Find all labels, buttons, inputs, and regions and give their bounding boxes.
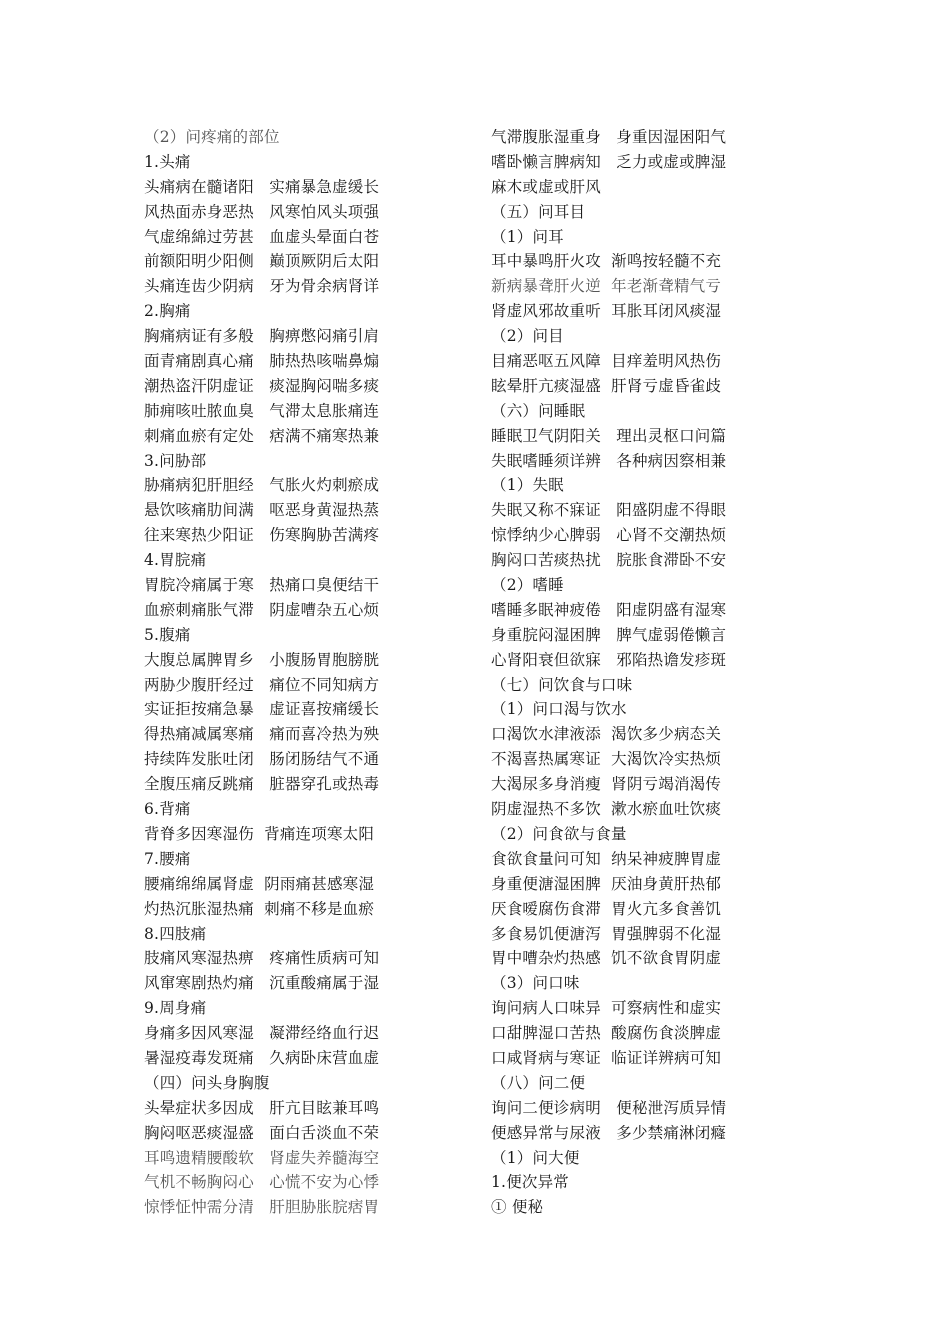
text-line: （1）问口渴与饮水 [491,700,627,719]
text-line: 失眠嗜睡须详辨 各种病因察相兼 [491,451,727,470]
text-line: 7.腰痛 [144,849,191,868]
text-line: 4.胃脘痛 [144,551,207,570]
text-line: 身痛多因风寒湿 凝滞经络血行迟 [144,1024,380,1043]
text-line: （六）问睡眠 [491,401,586,420]
text-line: 嗜卧懒言脾病知 乏力或虚或脾湿 [491,152,727,171]
text-line: （八）问二便 [491,1073,586,1092]
text-line: 麻木或虚或肝风 [491,177,601,196]
text-line: 两胁少腹肝经过 痛位不同知病方 [144,675,380,694]
text-line: 口咸肾病与寒证 临证详辨病可知 [491,1048,722,1067]
text-line: 胸痛病证有多般 胸痹憋闷痛引肩 [144,327,380,346]
text-line: 背脊多因寒湿伤 背痛连项寒太阳 [144,824,375,843]
text-line: 8.四肢痛 [144,924,207,943]
text-line: 头痛病在髓诸阳 实痛暴急虚缓长 [144,177,380,196]
text-line: 面青痛剧真心痛 肺热热咳喘鼻煽 [144,352,380,371]
text-line: （2）问疼痛的部位 [144,128,280,146]
text-line: 身重脘闷湿困脾 脾气虚弱倦懒言 [491,625,727,644]
text-line: 胁痛病犯肝胆经 气胀火灼刺瘀成 [144,476,380,495]
text-line: 胸闷口苦痰热扰 脘胀食滞卧不安 [491,551,727,570]
text-line: 胃脘冷痛属于寒 热痛口臭便结干 [144,576,380,595]
text-line: 潮热盗汗阴虚证 痰湿胸闷喘多痰 [144,376,380,395]
text-line: 气机不畅胸闷心 心慌不安为心悸 [144,1173,380,1192]
text-line: 腰痛绵绵属肾虚 阴雨痛甚感寒湿 [144,874,375,893]
text-line: 口渴饮水津液添 渴饮多少病态关 [491,725,722,744]
text-line: 食欲食量问可知 纳呆神疲脾胃虚 [491,849,722,868]
text-line: 全腹压痛反跳痛 脏器穿孔或热毒 [144,775,380,794]
text-line: 悬饮咳痛肋间满 呕恶身黄湿热蒸 [144,501,380,520]
text-line: 气虚绵綿过劳甚 血虚头晕面白苍 [144,227,380,246]
text-line: 前额阳明少阳侧 巅顶厥阴后太阳 [144,252,380,271]
text-line: 肢痛风寒湿热痹 疼痛性质病可知 [144,949,380,968]
text-line: 惊悸纳少心脾弱 心肾不交潮热烦 [491,526,727,545]
text-line: 实证拒按痛急暴 虚证喜按痛缓长 [144,700,380,719]
text-line: 5.腹痛 [144,625,191,644]
text-line: 不渴喜热属寒证 大渴饮冷实热烦 [491,750,722,769]
text-line: （2）问食欲与食量 [491,824,627,843]
text-line: 得热痛减属寒痛 痛而喜冷热为殃 [144,725,380,744]
text-line: 厌食嗳腐伤食滞 胃火亢多食善饥 [491,899,722,918]
text-line: （四）问头身胸腹 [144,1073,270,1092]
text-line: 新病暴聋肝火逆 年老渐聋精气亏 [491,277,722,296]
text-line: 头晕症状多因成 肝亢目眩兼耳鸣 [144,1098,380,1117]
text-line: （七）问饮食与口味 [491,675,633,694]
text-line: 耳中暴鸣肝火攻 渐鸣按轻髓不充 [491,252,722,271]
text-line: 失眠又称不寐证 阳盛阴虚不得眼 [491,501,727,520]
text-line: 身重便溏湿困脾 厌油身黄肝热郁 [491,874,722,893]
text-line: （1）问耳 [491,227,564,246]
text-line: （3）问口味 [491,974,580,993]
text-line: 血瘀刺痛胀气滞 阴虚嘈杂五心烦 [144,600,380,619]
text-line: 大渴尿多身消瘦 肾阴亏竭消渴传 [491,775,722,794]
text-line: 睡眠卫气阴阳关 理出灵枢口问篇 [491,426,727,445]
text-line: 3.问胁部 [144,451,207,470]
text-line: 2.胸痛 [144,302,191,321]
text-line: 阴虚湿热不多饮 漱水瘀血吐饮痰 [491,800,722,819]
text-line: 目痛恶呕五风障 目痒羞明风热伤 [491,352,722,371]
text-line: （五）问耳目 [491,202,586,221]
text-line: 大腹总属脾胃乡 小腹肠胃胞膀胱 [144,650,380,669]
right-column [491,125,791,1220]
text-line: （2）嗜睡 [491,576,564,595]
text-line: 多食易饥便溏泻 胃强脾弱不化湿 [491,924,722,943]
text-line: 灼热沉胀湿热痛 刺痛不移是血瘀 [144,899,375,918]
text-line: 询问二便诊病明 便秘泄泻质异情 [491,1098,727,1117]
left-column [144,125,474,1220]
text-line: 心肾阳衰但欲寐 邪陷热谵发疹斑 [491,650,727,669]
text-line: （2）问目 [491,327,564,346]
text-line: 便感异常与尿液 多少禁痛淋闭癃 [491,1123,727,1142]
text-line: 6.背痛 [144,800,191,819]
text-line: 1.便次异常 [491,1173,569,1192]
text-line: 眩晕肝亢痰湿盛 肝肾亏虚昏雀歧 [491,376,722,395]
text-line: 持续阵发胀吐闭 肠闭肠结气不通 [144,750,380,769]
text-line: （1）失眠 [491,476,564,495]
text-line: 询问病人口味异 可察病性和虚实 [491,999,722,1018]
text-line: 胃中嘈杂灼热感 饥不欲食胃阴虚 [491,949,722,968]
text-line: ① 便秘 [491,1198,544,1217]
text-line: 往来寒热少阳证 伤寒胸胁苦满疼 [144,526,380,545]
text-line: 风热面赤身恶热 风寒怕风头项强 [144,202,380,221]
text-line: 风窜寒剧热灼痛 沉重酸痛属于湿 [144,974,380,993]
text-line: 肺痈咳吐脓血臭 气滞太息胀痛连 [144,401,380,420]
text-line: 口甜脾湿口苦热 酸腐伤食淡脾虚 [491,1024,722,1043]
text-line: 气滞腹胀湿重身 身重因湿困阳气 [491,128,727,146]
text-line: 嗜睡多眠神疲倦 阳虚阴盛有湿寒 [491,600,727,619]
text-line: 1.头痛 [144,152,191,171]
text-line: 胸闷呕恶痰湿盛 面白舌淡血不荣 [144,1123,380,1142]
text-line: 刺痛血瘀有定处 痞满不痛寒热兼 [144,426,380,445]
text-line: （1）问大便 [491,1148,580,1167]
text-line: 头痛连齿少阴病 牙为骨余病肾详 [144,277,380,296]
text-line: 惊悸怔忡需分清 肝胆胁胀脘痞胃 [144,1198,380,1217]
text-line: 肾虚风邪故重听 耳胀耳闭风痰湿 [491,302,722,321]
text-line: 耳鸣遗精腰酸软 肾虚失养髓海空 [144,1148,380,1167]
text-line: 暑湿疫毒发斑痛 久病卧床营血虚 [144,1048,380,1067]
text-line: 9.周身痛 [144,999,207,1018]
